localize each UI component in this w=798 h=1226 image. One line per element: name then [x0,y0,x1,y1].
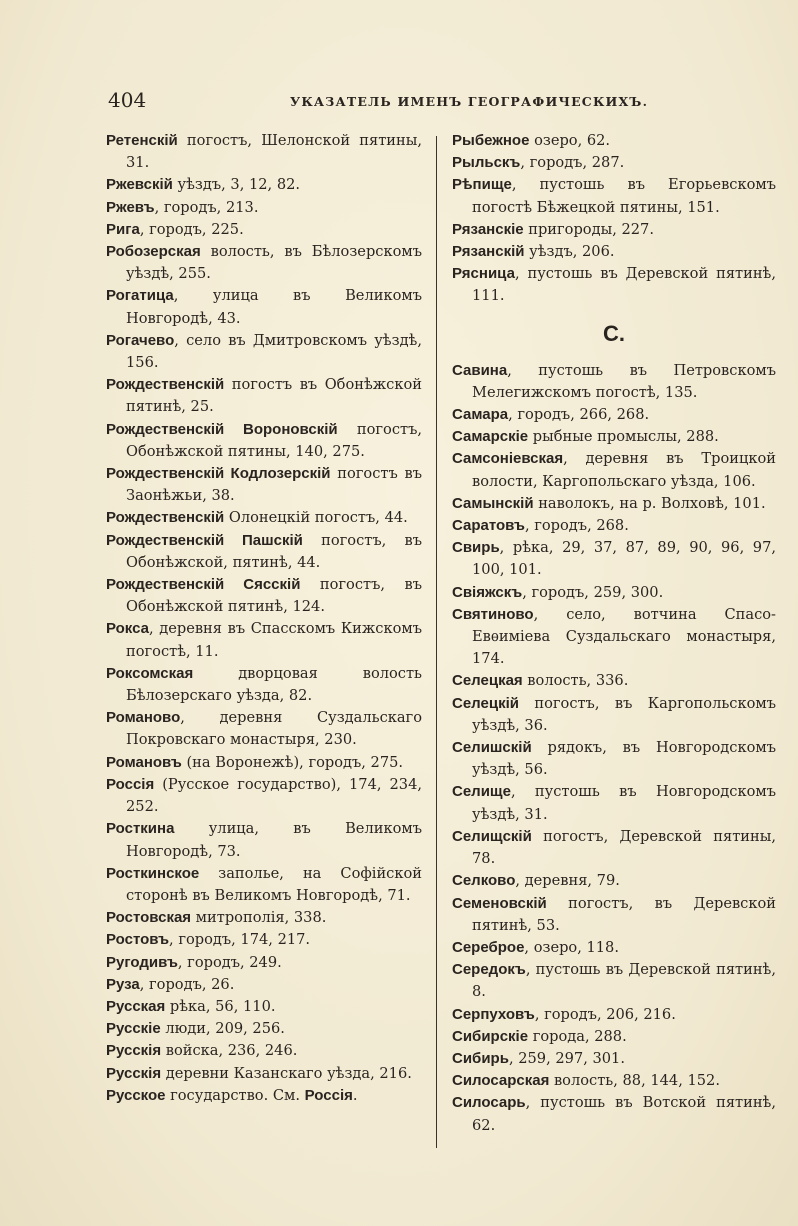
entry-text: погостъ, въ Каргопольскомъ уѣздѣ, 36. [472,694,776,734]
entry-headword: Росткина [106,820,175,838]
entry-headword: Рогатица [106,287,174,305]
index-entry [106,1085,422,1107]
index-entry [452,1026,776,1048]
entry-text: озеро, 62. [529,132,611,149]
index-entry [452,781,776,825]
entry-text: , городъ, 26. [139,975,235,993]
entry-text: , деревня въ Спасскомъ Кижскомъ погостѣ, 11. [126,620,422,660]
entry-headword: Селково [452,872,516,890]
entry-headword: Романово [106,709,181,727]
entry-text: погостъ въ Обонѣжской пятинѣ, 25. [126,376,422,416]
entry-headword: Ростовская [106,909,192,927]
index-entry [452,737,776,781]
index-entry [106,419,422,463]
entry-text: , городъ, 174, 217. [169,931,311,949]
entry-headword: Ругодивъ [106,953,178,971]
index-entry [452,582,776,604]
entry-headword: Рождественскій [106,376,225,394]
entry-headword: Семеновскій [452,894,547,912]
entry-text: , деревня, 79. [515,872,620,890]
index-entry [106,663,422,707]
entry-text: погостъ, въ Обонѣжской, пятинѣ, 44. [126,531,422,571]
index-entry [106,974,422,996]
entry-headword: Русскія [106,1042,162,1060]
entry-headword: Силосарь [452,1094,526,1112]
entry-text: уѣздъ, 3, 12, 82. [172,176,301,194]
entry-headword: Рогачево [106,331,175,349]
index-entry [106,996,422,1018]
entry-text: , городъ, 266, 268. [508,406,650,424]
index-entry [452,448,776,492]
entry-text: , 259, 297, 301. [508,1049,625,1067]
index-entry [106,774,422,818]
entry-headword: Середокъ [452,961,526,979]
entry-headword: Селище [452,783,511,801]
index-entry [452,959,776,1003]
entry-text: заполье, на Софійской сторонѣ въ Великомъ Новгородѣ, 71. [126,864,422,904]
index-entry [452,693,776,737]
entry-text: , улица въ Великомъ Новгородѣ, 43. [126,287,422,327]
index-entry [452,174,776,218]
entry-headword: Селецкій [452,694,519,712]
index-entry [452,493,776,515]
entry-headword: Селищскій [452,827,532,845]
entry-crossref-headword: Россія [304,1086,353,1104]
entry-headword: Серпуховъ [452,1005,535,1023]
index-entry [452,219,776,241]
index-entry [106,130,422,174]
entry-text: , городъ, 213. [154,198,259,216]
entry-text: (на Воронежѣ), городъ, 275. [181,753,404,771]
entry-headword: Ржевскій [106,176,173,194]
entry-headword: Рыбежное [452,132,530,149]
entry-headword: Свирь [452,539,500,557]
index-entry [452,1092,776,1136]
entry-text: погостъ, въ Деревской пятинѣ, 53. [472,894,776,934]
index-entry [106,907,422,929]
right-column-bottom-entries [452,360,776,1137]
entry-text: уѣздъ, 206. [524,243,615,261]
left-column [106,130,422,1107]
entry-text: пригороды, 227. [523,220,654,238]
entry-headword: Рокса [106,620,149,638]
entry-text: , деревня въ Троицкой волости, Каргопольскаго уѣзда, 106. [472,450,776,490]
index-entry [106,241,422,285]
entry-headword: Русская [106,997,166,1015]
entry-headword: Рождественскій Сясскій [106,576,301,594]
entry-text: , городъ, 225. [139,220,244,238]
index-entry [106,1040,422,1062]
entry-text: города, 288. [528,1027,627,1045]
index-entry [106,219,422,241]
index-entry [106,574,422,618]
entry-text: , село въ Дмитровскомъ уѣздѣ, 156. [126,331,422,372]
entry-headword: Рясница [452,265,515,283]
entry-text: государство. См. [165,1086,305,1104]
index-entry [452,263,776,307]
entry-headword: Ретенскій [106,132,178,149]
entry-headword: Робозерская [106,243,201,261]
entry-headword: Рождественскій Вороновскій [106,420,338,438]
entry-text: деревни Казанскаго уѣзда, 216. [161,1064,412,1082]
index-entry [452,893,776,937]
index-entry [106,929,422,951]
entry-headword: Русскія [106,1064,162,1082]
entry-headword: Святиново [452,605,534,623]
entry-headword: Самарскіе [452,428,529,446]
index-entry [106,285,422,329]
entry-headword: Рождественскій Кодлозерскій [106,465,331,483]
index-entry [106,330,422,374]
section-letter: С. [603,320,625,346]
index-entry [452,826,776,870]
index-entry [452,604,776,671]
entry-headword: Свіяжскъ [452,583,523,601]
entry-text: , пустошь въ Петровскомъ Мелегижскомъ погостѣ, 135. [472,361,776,401]
index-entry [452,404,776,426]
index-entry [106,374,422,418]
entry-text: погостъ, Шелонской пятины, 31. [126,132,422,172]
index-entry [106,530,422,574]
entry-text: , пустошь въ Деревской пятинѣ, 8. [472,961,776,1001]
index-entry [106,952,422,974]
entry-text: наволокъ, на р. Волховѣ, 101. [533,494,766,512]
entry-headword: Селецкая [452,672,523,690]
index-entry [106,752,422,774]
entry-text: , пустошь въ Вотской пятинѣ, 62. [472,1094,776,1134]
entry-headword: Рыльскъ [452,154,521,172]
entry-headword: Рига [106,220,140,238]
entry-headword: Русскіе [106,1020,161,1038]
entry-text: рядокъ, въ Новгородскомъ уѣздѣ, 56. [472,739,776,779]
entry-text-tail: . [352,1086,358,1104]
entry-headword: Ржевъ [106,198,155,216]
index-entry [452,1004,776,1026]
entry-text: волость, 336. [522,672,629,690]
entry-headword: Руза [106,975,140,993]
entry-text: люди, 209, 256. [160,1020,285,1038]
entry-text: волость, 88, 144, 152. [549,1072,720,1090]
entry-headword: Саратовъ [452,517,525,535]
index-entry [106,707,422,751]
entry-text: волость, въ Бѣлозерскомъ уѣздѣ, 255. [126,243,422,283]
index-entry [452,670,776,692]
index-entry [106,463,422,507]
entry-text: погостъ въ Заонѣжьи, 38. [126,465,422,505]
entry-headword: Рѣпище [452,176,512,194]
index-entry [452,130,776,152]
index-entry [452,870,776,892]
index-entry [106,197,422,219]
entry-text: погостъ, Обонѣжской пятины, 140, 275. [126,420,422,460]
entry-headword: Силосарская [452,1072,550,1090]
index-entry [452,360,776,404]
entry-text: погостъ, въ Обонѣжской пятинѣ, 124. [126,576,422,616]
entry-headword: Рождественскій [106,509,225,527]
entry-text: дворцовая волость Бѣлозерскаго уѣзда, 82. [126,664,422,705]
entry-text: , рѣка, 29, 37, 87, 89, 90, 96, 97, 100, 101. [472,539,776,579]
entry-headword: Самсоніевская [452,450,564,468]
entry-text: , городъ, 206, 216. [534,1005,676,1023]
index-entry [106,1018,422,1040]
page-header [108,88,788,112]
entry-text: , село, вотчина Спасо-Евѳиміева Суздальскаго монастыря, 174. [472,605,776,668]
entry-headword: Самара [452,406,509,424]
running-title: УКАЗАТЕЛЬ ИМЕНЪ ГЕОГРАФИЧЕСКИХЪ. [290,94,649,109]
entry-text: Олонецкій погостъ, 44. [224,509,408,527]
index-entry [106,618,422,662]
entry-headword: Рождественскій Пашскій [106,531,303,549]
index-entry [452,937,776,959]
entry-headword: Рязанскій [452,243,525,261]
entry-headword: Романовъ [106,753,182,771]
index-entry [106,818,422,862]
entry-headword: Росткинское [106,864,200,882]
entry-headword: Рязанскіе [452,220,524,238]
index-entry [106,863,422,907]
entry-headword: Селишскій [452,739,532,757]
page-number: 404 [108,88,147,112]
entry-text: погостъ, Деревской пятины, 78. [472,827,776,868]
entry-headword: Савина [452,361,508,379]
entry-text: , деревня Суздальскаго Покровскаго монастыря, 230. [126,709,422,749]
column-divider [436,136,437,1148]
entry-text: , пустошь въ Новгородскомъ уѣздѣ, 31. [472,783,776,823]
entry-text: , городъ, 287. [520,154,625,172]
index-entry [106,174,422,196]
entry-headword: Русское [106,1086,166,1104]
entry-headword: Сибирь [452,1049,509,1067]
entry-text: , городъ, 268. [524,517,629,535]
index-entry [452,515,776,537]
index-entry [106,507,422,529]
entry-text: улица, въ Великомъ Новгородѣ, 73. [126,820,422,860]
entry-text: , городъ, 249. [177,953,282,971]
entry-text: , озеро, 118. [524,938,619,956]
entry-headword: Сибирскіе [452,1027,529,1045]
entry-headword: Роксомская [106,664,194,682]
entry-text: , городъ, 259, 300. [522,583,664,601]
entry-headword: Сереброе [452,938,525,956]
entry-headword: Самынскій [452,494,534,512]
entry-text: (Русское государство), 174, 234, 252. [126,775,422,816]
index-entry [106,1063,422,1085]
entry-headword: Россія [106,775,155,793]
index-entry [452,152,776,174]
right-column-top-entries [452,130,776,308]
entry-text: войска, 236, 246. [161,1042,298,1060]
index-entry [452,241,776,263]
right-column [452,130,776,1137]
index-entry [452,1070,776,1092]
index-entry [452,1048,776,1070]
entry-text: , пустошь въ Деревской пятинѣ, 111. [472,265,776,305]
entry-text: рѣка, 56, 110. [165,997,276,1015]
index-entry [452,537,776,581]
entry-headword: Ростовъ [106,931,170,949]
index-entry [452,426,776,448]
entry-text: рыбные промыслы, 288. [528,428,719,446]
entry-text: митрополія, 338. [191,909,327,927]
entry-text: , пустошь въ Егорьевскомъ погостѣ Бѣжецкой пятины, 151. [472,176,776,216]
